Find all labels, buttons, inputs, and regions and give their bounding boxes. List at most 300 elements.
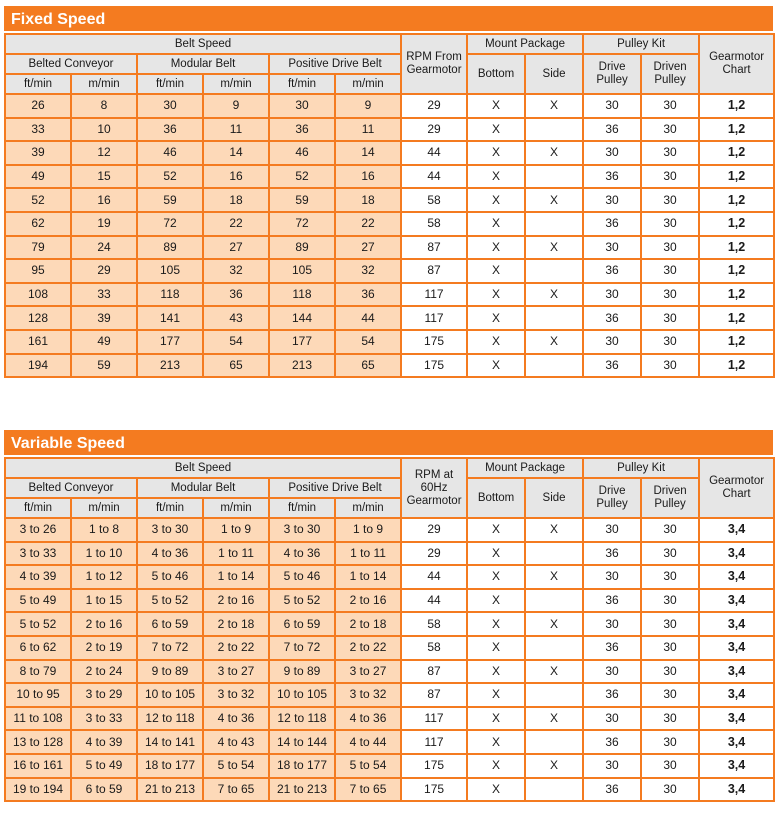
- cell-mount-bottom: X: [467, 354, 525, 378]
- cell-belted-m-min: 3 to 33: [71, 707, 137, 731]
- cell-modular-m-min: 18: [203, 188, 269, 212]
- cell-modular-m-min: 7 to 65: [203, 778, 269, 802]
- pulley-kit-header: Pulley Kit: [583, 34, 699, 54]
- table-row: [5, 565, 774, 589]
- cell-drive-pulley: 36: [583, 118, 641, 142]
- driven-header-line2: Pulley: [654, 498, 686, 510]
- cell-belted-ft-min: 49: [5, 165, 71, 189]
- cell-belted-ft-min: 8 to 79: [5, 660, 71, 684]
- cell-rpm: 175: [401, 354, 467, 378]
- cell-belted-m-min: 2 to 19: [71, 636, 137, 660]
- cell-drive-pulley: 36: [583, 306, 641, 330]
- cell-driven-pulley: 30: [641, 259, 699, 283]
- cell-modular-ft-min: 36: [137, 118, 203, 142]
- cell-belted-ft-min: 4 to 39: [5, 565, 71, 589]
- table-row: [5, 636, 774, 660]
- bottom-header: Bottom: [467, 54, 525, 94]
- belted-conveyor-header: Belted Conveyor: [5, 478, 137, 498]
- cell-mount-side: [525, 165, 583, 189]
- variable-speed-section: [4, 430, 773, 802]
- cell-mount-bottom: X: [467, 212, 525, 236]
- cell-mount-bottom: X: [467, 188, 525, 212]
- rpm-header-line2: 60Hz: [420, 481, 448, 494]
- gearmotor-chart-header: [699, 34, 774, 94]
- cell-belted-ft-min: 6 to 62: [5, 636, 71, 660]
- cell-positive-ft-min: 12 to 118: [269, 707, 335, 731]
- cell-rpm: 87: [401, 683, 467, 707]
- cell-rpm: 58: [401, 188, 467, 212]
- cell-driven-pulley: 30: [641, 354, 699, 378]
- cell-mount-bottom: X: [467, 330, 525, 354]
- cell-belted-m-min: 1 to 8: [71, 518, 137, 542]
- cell-positive-m-min: 27: [335, 236, 401, 260]
- cell-modular-ft-min: 177: [137, 330, 203, 354]
- cell-mount-side: X: [525, 141, 583, 165]
- cell-mount-side: [525, 542, 583, 566]
- belted-conveyor-header: Belted Conveyor: [5, 54, 137, 74]
- cell-modular-ft-min: 14 to 141: [137, 730, 203, 754]
- cell-belted-m-min: 1 to 15: [71, 589, 137, 613]
- ft-min-header: ft/min: [269, 74, 335, 94]
- cell-modular-ft-min: 141: [137, 306, 203, 330]
- cell-positive-ft-min: 18 to 177: [269, 754, 335, 778]
- cell-positive-m-min: 2 to 22: [335, 636, 401, 660]
- cell-belted-m-min: 1 to 10: [71, 542, 137, 566]
- cell-mount-side: X: [525, 565, 583, 589]
- cell-drive-pulley: 36: [583, 212, 641, 236]
- cell-modular-m-min: 1 to 9: [203, 518, 269, 542]
- table-row: [5, 306, 774, 330]
- cell-driven-pulley: 30: [641, 518, 699, 542]
- cell-drive-pulley: 30: [583, 283, 641, 307]
- rpm-header: [401, 34, 467, 94]
- cell-modular-m-min: 2 to 18: [203, 612, 269, 636]
- cell-modular-m-min: 1 to 11: [203, 542, 269, 566]
- cell-positive-ft-min: 46: [269, 141, 335, 165]
- cell-gearmotor-chart: 3,4: [699, 754, 774, 778]
- m-min-header: m/min: [335, 498, 401, 518]
- cell-drive-pulley: 30: [583, 660, 641, 684]
- cell-driven-pulley: 30: [641, 636, 699, 660]
- driven-header-line1: Driven: [653, 61, 687, 73]
- cell-modular-m-min: 3 to 32: [203, 683, 269, 707]
- cell-mount-side: [525, 778, 583, 802]
- cell-belted-ft-min: 39: [5, 141, 71, 165]
- table-row: [5, 94, 774, 118]
- cell-belted-m-min: 8: [71, 94, 137, 118]
- cell-drive-pulley: 30: [583, 188, 641, 212]
- cell-modular-ft-min: 118: [137, 283, 203, 307]
- cell-mount-bottom: X: [467, 283, 525, 307]
- cell-positive-m-min: 1 to 9: [335, 518, 401, 542]
- cell-belted-m-min: 12: [71, 141, 137, 165]
- cell-gearmotor-chart: 1,2: [699, 236, 774, 260]
- cell-gearmotor-chart: 1,2: [699, 330, 774, 354]
- cell-modular-ft-min: 213: [137, 354, 203, 378]
- cell-positive-m-min: 32: [335, 259, 401, 283]
- ft-min-header: ft/min: [5, 498, 71, 518]
- cell-mount-bottom: X: [467, 778, 525, 802]
- cell-positive-ft-min: 10 to 105: [269, 683, 335, 707]
- cell-drive-pulley: 30: [583, 707, 641, 731]
- cell-positive-m-min: 54: [335, 330, 401, 354]
- table-row: [5, 660, 774, 684]
- cell-mount-side: [525, 354, 583, 378]
- cell-gearmotor-chart: 3,4: [699, 707, 774, 731]
- bottom-header: Bottom: [467, 478, 525, 518]
- cell-rpm: 87: [401, 236, 467, 260]
- cell-mount-bottom: X: [467, 683, 525, 707]
- cell-belted-m-min: 39: [71, 306, 137, 330]
- cell-gearmotor-chart: 1,2: [699, 283, 774, 307]
- cell-belted-m-min: 49: [71, 330, 137, 354]
- cell-mount-side: [525, 589, 583, 613]
- cell-rpm: 29: [401, 118, 467, 142]
- cell-belted-ft-min: 11 to 108: [5, 707, 71, 731]
- driven-header-line2: Pulley: [654, 74, 686, 86]
- side-header: Side: [525, 478, 583, 518]
- cell-positive-ft-min: 118: [269, 283, 335, 307]
- cell-drive-pulley: 36: [583, 589, 641, 613]
- cell-rpm: 175: [401, 330, 467, 354]
- cell-rpm: 44: [401, 165, 467, 189]
- cell-mount-bottom: X: [467, 707, 525, 731]
- table-row: [5, 141, 774, 165]
- driven-pulley-header: [641, 478, 699, 518]
- cell-rpm: 175: [401, 778, 467, 802]
- cell-modular-ft-min: 6 to 59: [137, 612, 203, 636]
- cell-mount-bottom: X: [467, 518, 525, 542]
- cell-driven-pulley: 30: [641, 94, 699, 118]
- cell-driven-pulley: 30: [641, 683, 699, 707]
- cell-drive-pulley: 30: [583, 565, 641, 589]
- table-row: [5, 188, 774, 212]
- drive-header-line2: Pulley: [596, 74, 628, 86]
- table-row: [5, 330, 774, 354]
- cell-mount-bottom: X: [467, 660, 525, 684]
- cell-positive-m-min: 36: [335, 283, 401, 307]
- cell-positive-ft-min: 52: [269, 165, 335, 189]
- table-row: [5, 730, 774, 754]
- ft-min-header: ft/min: [137, 74, 203, 94]
- cell-belted-ft-min: 13 to 128: [5, 730, 71, 754]
- cell-rpm: 87: [401, 660, 467, 684]
- cell-belted-ft-min: 5 to 52: [5, 612, 71, 636]
- cell-mount-bottom: X: [467, 542, 525, 566]
- cell-gearmotor-chart: 1,2: [699, 141, 774, 165]
- cell-drive-pulley: 36: [583, 165, 641, 189]
- drive-header-line2: Pulley: [596, 498, 628, 510]
- cell-mount-bottom: X: [467, 636, 525, 660]
- cell-positive-m-min: 2 to 16: [335, 589, 401, 613]
- cell-positive-ft-min: 14 to 144: [269, 730, 335, 754]
- cell-mount-bottom: X: [467, 236, 525, 260]
- cell-gearmotor-chart: 1,2: [699, 306, 774, 330]
- cell-rpm: 58: [401, 612, 467, 636]
- cell-mount-side: [525, 683, 583, 707]
- cell-modular-ft-min: 7 to 72: [137, 636, 203, 660]
- fixed-speed-table: [4, 33, 775, 378]
- gearmotor-header-line1: Gearmotor: [709, 475, 765, 487]
- cell-gearmotor-chart: 3,4: [699, 565, 774, 589]
- cell-mount-side: [525, 730, 583, 754]
- cell-positive-ft-min: 105: [269, 259, 335, 283]
- cell-driven-pulley: 30: [641, 283, 699, 307]
- rpm-header-line1: RPM From: [406, 51, 462, 63]
- cell-mount-side: X: [525, 283, 583, 307]
- ft-min-header: ft/min: [137, 498, 203, 518]
- cell-rpm: 117: [401, 283, 467, 307]
- cell-mount-side: X: [525, 94, 583, 118]
- positive-drive-belt-header: Positive Drive Belt: [269, 478, 401, 498]
- cell-modular-m-min: 4 to 36: [203, 707, 269, 731]
- table-row: [5, 683, 774, 707]
- cell-modular-ft-min: 21 to 213: [137, 778, 203, 802]
- cell-positive-m-min: 14: [335, 141, 401, 165]
- table-row: [5, 589, 774, 613]
- cell-mount-side: X: [525, 707, 583, 731]
- cell-positive-m-min: 9: [335, 94, 401, 118]
- side-header: Side: [525, 54, 583, 94]
- table-row: [5, 707, 774, 731]
- cell-positive-ft-min: 5 to 52: [269, 589, 335, 613]
- cell-belted-ft-min: 5 to 49: [5, 589, 71, 613]
- cell-gearmotor-chart: 3,4: [699, 542, 774, 566]
- cell-driven-pulley: 30: [641, 707, 699, 731]
- cell-modular-m-min: 2 to 22: [203, 636, 269, 660]
- cell-modular-m-min: 16: [203, 165, 269, 189]
- table-row: [5, 212, 774, 236]
- cell-mount-side: [525, 306, 583, 330]
- cell-driven-pulley: 30: [641, 306, 699, 330]
- cell-positive-ft-min: 4 to 36: [269, 542, 335, 566]
- cell-mount-bottom: X: [467, 754, 525, 778]
- cell-positive-m-min: 3 to 27: [335, 660, 401, 684]
- cell-modular-ft-min: 59: [137, 188, 203, 212]
- cell-belted-m-min: 24: [71, 236, 137, 260]
- cell-drive-pulley: 30: [583, 236, 641, 260]
- cell-rpm: 117: [401, 730, 467, 754]
- cell-modular-ft-min: 3 to 30: [137, 518, 203, 542]
- cell-modular-ft-min: 30: [137, 94, 203, 118]
- cell-gearmotor-chart: 1,2: [699, 188, 774, 212]
- cell-belted-m-min: 6 to 59: [71, 778, 137, 802]
- cell-gearmotor-chart: 1,2: [699, 354, 774, 378]
- cell-belted-ft-min: 3 to 26: [5, 518, 71, 542]
- cell-mount-bottom: X: [467, 612, 525, 636]
- cell-belted-m-min: 19: [71, 212, 137, 236]
- ft-min-header: ft/min: [5, 74, 71, 94]
- modular-belt-header: Modular Belt: [137, 478, 269, 498]
- gearmotor-header-line1: Gearmotor: [709, 51, 765, 63]
- cell-drive-pulley: 36: [583, 542, 641, 566]
- variable-speed-title: Variable Speed: [4, 430, 773, 457]
- cell-gearmotor-chart: 3,4: [699, 730, 774, 754]
- cell-positive-m-min: 5 to 54: [335, 754, 401, 778]
- cell-mount-side: [525, 118, 583, 142]
- cell-positive-ft-min: 21 to 213: [269, 778, 335, 802]
- gearmotor-header-line2: Chart: [722, 488, 751, 500]
- rpm-header-line1: RPM at: [414, 468, 454, 481]
- cell-mount-side: X: [525, 518, 583, 542]
- cell-belted-ft-min: 52: [5, 188, 71, 212]
- cell-drive-pulley: 30: [583, 754, 641, 778]
- cell-positive-m-min: 22: [335, 212, 401, 236]
- fixed-speed-section: [4, 6, 773, 378]
- cell-mount-side: X: [525, 612, 583, 636]
- cell-modular-m-min: 3 to 27: [203, 660, 269, 684]
- cell-mount-side: X: [525, 188, 583, 212]
- cell-rpm: 58: [401, 636, 467, 660]
- cell-gearmotor-chart: 1,2: [699, 259, 774, 283]
- cell-positive-ft-min: 89: [269, 236, 335, 260]
- cell-modular-ft-min: 105: [137, 259, 203, 283]
- cell-positive-m-min: 11: [335, 118, 401, 142]
- cell-modular-ft-min: 52: [137, 165, 203, 189]
- cell-positive-m-min: 65: [335, 354, 401, 378]
- cell-positive-m-min: 16: [335, 165, 401, 189]
- cell-belted-ft-min: 10 to 95: [5, 683, 71, 707]
- cell-drive-pulley: 36: [583, 683, 641, 707]
- cell-positive-m-min: 4 to 44: [335, 730, 401, 754]
- cell-modular-ft-min: 4 to 36: [137, 542, 203, 566]
- cell-mount-bottom: X: [467, 730, 525, 754]
- driven-pulley-header: [641, 54, 699, 94]
- m-min-header: m/min: [71, 74, 137, 94]
- cell-drive-pulley: 30: [583, 330, 641, 354]
- cell-driven-pulley: 30: [641, 165, 699, 189]
- cell-gearmotor-chart: 3,4: [699, 612, 774, 636]
- cell-belted-m-min: 16: [71, 188, 137, 212]
- cell-modular-ft-min: 18 to 177: [137, 754, 203, 778]
- cell-rpm: 29: [401, 94, 467, 118]
- cell-belted-ft-min: 79: [5, 236, 71, 260]
- cell-positive-ft-min: 30: [269, 94, 335, 118]
- cell-belted-m-min: 2 to 16: [71, 612, 137, 636]
- cell-driven-pulley: 30: [641, 118, 699, 142]
- variable-speed-table: [4, 457, 775, 802]
- cell-positive-m-min: 1 to 11: [335, 542, 401, 566]
- rpm-header-line2: Gearmotor: [406, 64, 462, 76]
- cell-belted-ft-min: 26: [5, 94, 71, 118]
- cell-belted-m-min: 10: [71, 118, 137, 142]
- gearmotor-chart-header: [699, 458, 774, 518]
- cell-driven-pulley: 30: [641, 565, 699, 589]
- cell-mount-bottom: X: [467, 141, 525, 165]
- cell-positive-m-min: 18: [335, 188, 401, 212]
- drive-header-line1: Drive: [598, 485, 626, 497]
- cell-positive-ft-min: 36: [269, 118, 335, 142]
- cell-gearmotor-chart: 3,4: [699, 778, 774, 802]
- cell-positive-m-min: 44: [335, 306, 401, 330]
- table-row: [5, 778, 774, 802]
- cell-driven-pulley: 30: [641, 236, 699, 260]
- cell-positive-ft-min: 7 to 72: [269, 636, 335, 660]
- drive-pulley-header: [583, 478, 641, 518]
- cell-belted-m-min: 15: [71, 165, 137, 189]
- cell-positive-ft-min: 3 to 30: [269, 518, 335, 542]
- modular-belt-header: Modular Belt: [137, 54, 269, 74]
- m-min-header: m/min: [203, 498, 269, 518]
- fixed-speed-rows: [5, 94, 774, 377]
- cell-positive-m-min: 3 to 32: [335, 683, 401, 707]
- cell-positive-ft-min: 213: [269, 354, 335, 378]
- belt-speed-header: Belt Speed: [5, 34, 401, 54]
- cell-positive-m-min: 2 to 18: [335, 612, 401, 636]
- table-row: [5, 754, 774, 778]
- cell-belted-ft-min: 128: [5, 306, 71, 330]
- cell-modular-ft-min: 5 to 46: [137, 565, 203, 589]
- cell-belted-m-min: 4 to 39: [71, 730, 137, 754]
- rpm-header: [401, 458, 467, 518]
- cell-belted-m-min: 3 to 29: [71, 683, 137, 707]
- cell-rpm: 87: [401, 259, 467, 283]
- cell-modular-m-min: 54: [203, 330, 269, 354]
- table-row: [5, 354, 774, 378]
- positive-drive-belt-header: Positive Drive Belt: [269, 54, 401, 74]
- belt-speed-header: Belt Speed: [5, 458, 401, 478]
- cell-mount-bottom: X: [467, 306, 525, 330]
- pulley-kit-header: Pulley Kit: [583, 458, 699, 478]
- cell-driven-pulley: 30: [641, 778, 699, 802]
- cell-modular-m-min: 5 to 54: [203, 754, 269, 778]
- cell-rpm: 58: [401, 212, 467, 236]
- cell-mount-side: [525, 212, 583, 236]
- cell-positive-ft-min: 72: [269, 212, 335, 236]
- cell-mount-bottom: X: [467, 565, 525, 589]
- cell-modular-m-min: 1 to 14: [203, 565, 269, 589]
- cell-gearmotor-chart: 3,4: [699, 660, 774, 684]
- table-row: [5, 236, 774, 260]
- cell-driven-pulley: 30: [641, 589, 699, 613]
- cell-modular-m-min: 65: [203, 354, 269, 378]
- cell-drive-pulley: 30: [583, 141, 641, 165]
- table-row: [5, 542, 774, 566]
- cell-mount-side: X: [525, 236, 583, 260]
- cell-belted-m-min: 2 to 24: [71, 660, 137, 684]
- cell-mount-side: [525, 636, 583, 660]
- cell-mount-side: X: [525, 660, 583, 684]
- cell-mount-bottom: X: [467, 165, 525, 189]
- variable-speed-rows: [5, 518, 774, 801]
- cell-modular-m-min: 9: [203, 94, 269, 118]
- cell-modular-ft-min: 10 to 105: [137, 683, 203, 707]
- cell-driven-pulley: 30: [641, 188, 699, 212]
- cell-gearmotor-chart: 1,2: [699, 212, 774, 236]
- cell-rpm: 117: [401, 306, 467, 330]
- cell-belted-ft-min: 161: [5, 330, 71, 354]
- cell-positive-ft-min: 144: [269, 306, 335, 330]
- cell-gearmotor-chart: 1,2: [699, 94, 774, 118]
- cell-gearmotor-chart: 1,2: [699, 165, 774, 189]
- fixed-speed-title: Fixed Speed: [4, 6, 773, 33]
- cell-drive-pulley: 36: [583, 730, 641, 754]
- cell-mount-bottom: X: [467, 94, 525, 118]
- cell-drive-pulley: 30: [583, 94, 641, 118]
- cell-modular-m-min: 4 to 43: [203, 730, 269, 754]
- cell-drive-pulley: 36: [583, 636, 641, 660]
- cell-driven-pulley: 30: [641, 660, 699, 684]
- cell-mount-side: X: [525, 754, 583, 778]
- cell-modular-m-min: 27: [203, 236, 269, 260]
- cell-rpm: 44: [401, 589, 467, 613]
- cell-drive-pulley: 36: [583, 354, 641, 378]
- cell-modular-ft-min: 46: [137, 141, 203, 165]
- cell-modular-m-min: 14: [203, 141, 269, 165]
- cell-modular-m-min: 22: [203, 212, 269, 236]
- cell-gearmotor-chart: 3,4: [699, 589, 774, 613]
- m-min-header: m/min: [203, 74, 269, 94]
